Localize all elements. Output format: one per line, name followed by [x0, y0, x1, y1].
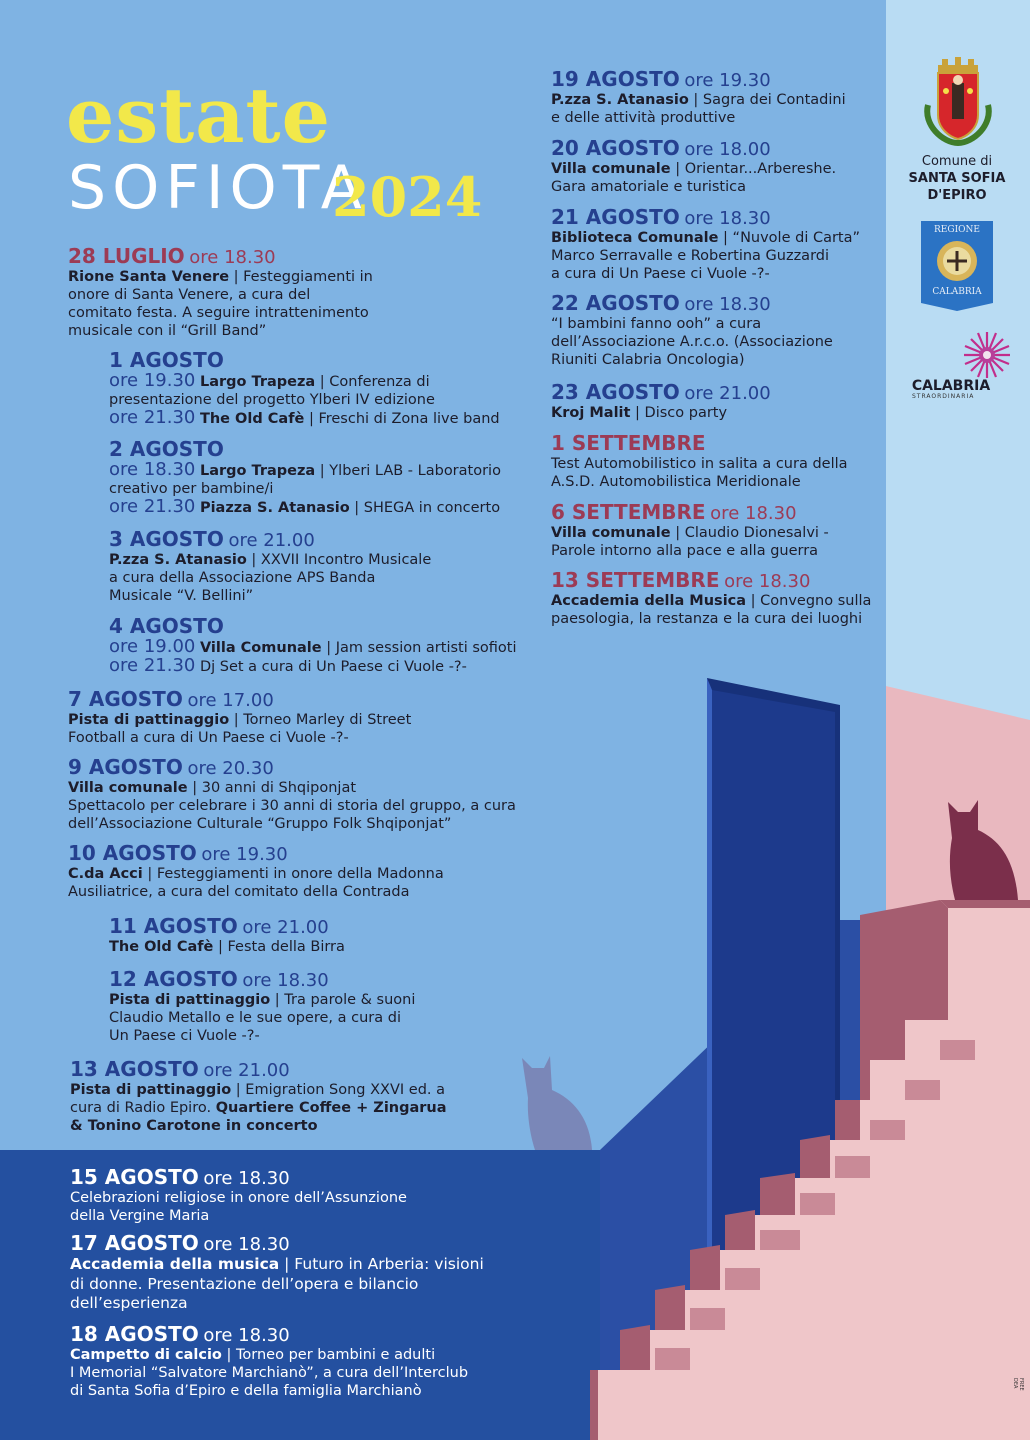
event-13-settembre: 13 SETTEMBRE ore 18.30 Accademia della Musica | Convegno sulla paesologia, la restanza e la cura dei luoghi: [551, 568, 872, 627]
event-1-agosto: 1 AGOSTO ore 19.30 Largo Trapeza | Conferenza di presentazione del progetto Ylberi IV edizione ore 21.30 The Old Cafè | Freschi di Zona live band: [109, 348, 500, 428]
event-22-agosto: 22 AGOSTO ore 18.30 “I bambini fanno ooh” a cura dell’Associazione A.r.c.o. (Associazione Riuniti Calabria Oncologia): [551, 291, 833, 368]
event-13-agosto: 13 AGOSTO ore 21.00 Pista di pattinaggio | Emigration Song XXVI ed. a cura di Radio Epiro. Quartiere Coffee + Zingarua & Tonino Carotone in concerto: [70, 1057, 447, 1134]
event-7-agosto: 7 AGOSTO ore 17.00 Pista di pattinaggio | Torneo Marley di Street Football a cura di Un Paese ci Vuole -?-: [68, 687, 412, 746]
footer-code: FREE DEA: [1012, 1378, 1024, 1391]
event-2-agosto: 2 AGOSTO ore 18.30 Largo Trapeza | Ylberi LAB - Laboratorio creativo per bambine/i ore 21.30 Piazza S. Atanasio | SHEGA in concerto: [109, 437, 501, 517]
event-4-agosto: 4 AGOSTO ore 19.00 Villa Comunale | Jam session artisti sofioti ore 21.30 Dj Set a cura di Un Paese ci Vuole -?-: [109, 614, 517, 676]
event-19-agosto: 19 AGOSTO ore 19.30 P.zza S. Atanasio | Sagra dei Contadini e delle attività produttive: [551, 67, 846, 126]
event-23-agosto: 23 AGOSTO ore 21.00 Kroj Malit | Disco party: [551, 380, 771, 421]
title-sofiota: SOFIOTA: [68, 153, 368, 223]
svg-text:CALABRIA: CALABRIA: [932, 287, 982, 297]
event-28-luglio: 28 LUGLIO ore 18.30 Rione Santa Venere | Festeggiamenti in onore di Santa Venere, a cura del comitato festa. A seguire intrattenimento musicale con il “Grill Band”: [68, 244, 373, 339]
regione-calabria-logo-icon: [921, 221, 993, 311]
event-9-agosto: 9 AGOSTO ore 20.30 Villa comunale | 30 anni di Shqiponjat Spettacolo per celebrare i 30 anni di storia del gruppo, a cura dell’Associazione Culturale “Gruppo Folk Shqiponjat”: [68, 755, 516, 832]
event-15-agosto: 15 AGOSTO ore 18.30 Celebrazioni religiose in onore dell’Assunzione della Vergine Maria: [70, 1165, 407, 1224]
event-3-agosto: 3 AGOSTO ore 21.00 P.zza S. Atanasio | XXVII Incontro Musicale a cura della Associazione APS Banda Musicale “V. Bellini”: [109, 527, 432, 604]
event-18-agosto: 18 AGOSTO ore 18.30 Campetto di calcio | Torneo per bambini e adulti I Memorial “Salvatore Marchianò”, a cura dell’Interclub di Santa Sofia d’Epiro e della famiglia Marchianò: [70, 1322, 469, 1399]
title-estate: estate: [66, 71, 331, 160]
event-20-agosto: 20 AGOSTO ore 18.00 Villa comunale | Orientar...Arbereshe. Gara amatoriale e turistica: [551, 136, 837, 195]
event-10-agosto: 10 AGOSTO ore 19.30 C.da Acci | Festeggiamenti in onore della Madonna Ausiliatrice, a cura del comitato della Contrada: [68, 841, 444, 900]
event-21-agosto: 21 AGOSTO ore 18.30 Biblioteca Comunale | “Nuvole di Carta” Marco Serravalle e Robertina Guzzardi a cura di Un Paese ci Vuole -?-: [551, 205, 861, 282]
comune-name: Comune di SANTA SOFIA D'EPIRO: [908, 154, 1006, 203]
event-17-agosto: 17 AGOSTO ore 18.30 Accademia della musica | Futuro in Arberia: visioni di donne. Presentazione dell’opera e bilancio dell’esperienza: [70, 1231, 484, 1312]
event-6-settembre: 6 SETTEMBRE ore 18.30 Villa comunale | Claudio Dionesalvi - Parole intorno alla pace e alla guerra: [551, 500, 829, 559]
calabria-flower-icon: [962, 330, 1012, 380]
calabria-brand-tagline: STRAORDINARIA: [912, 393, 975, 400]
svg-text:REGIONE: REGIONE: [934, 225, 980, 235]
title-year: 2024: [332, 165, 483, 229]
event-11-agosto: 11 AGOSTO ore 21.00 The Old Cafè | Festa della Birra: [109, 914, 345, 955]
event-12-agosto: 12 AGOSTO ore 18.30 Pista di pattinaggio | Tra parole & suoni Claudio Metallo e le sue opere, a cura di Un Paese ci Vuole -?-: [109, 967, 416, 1044]
event-1-settembre: 1 SETTEMBRE Test Automobilistico in salita a cura della A.S.D. Automobilistica Meridionale: [551, 431, 848, 490]
calabria-brand-name: CALABRIA: [911, 378, 991, 394]
comune-coat-of-arms-icon: [918, 55, 998, 147]
